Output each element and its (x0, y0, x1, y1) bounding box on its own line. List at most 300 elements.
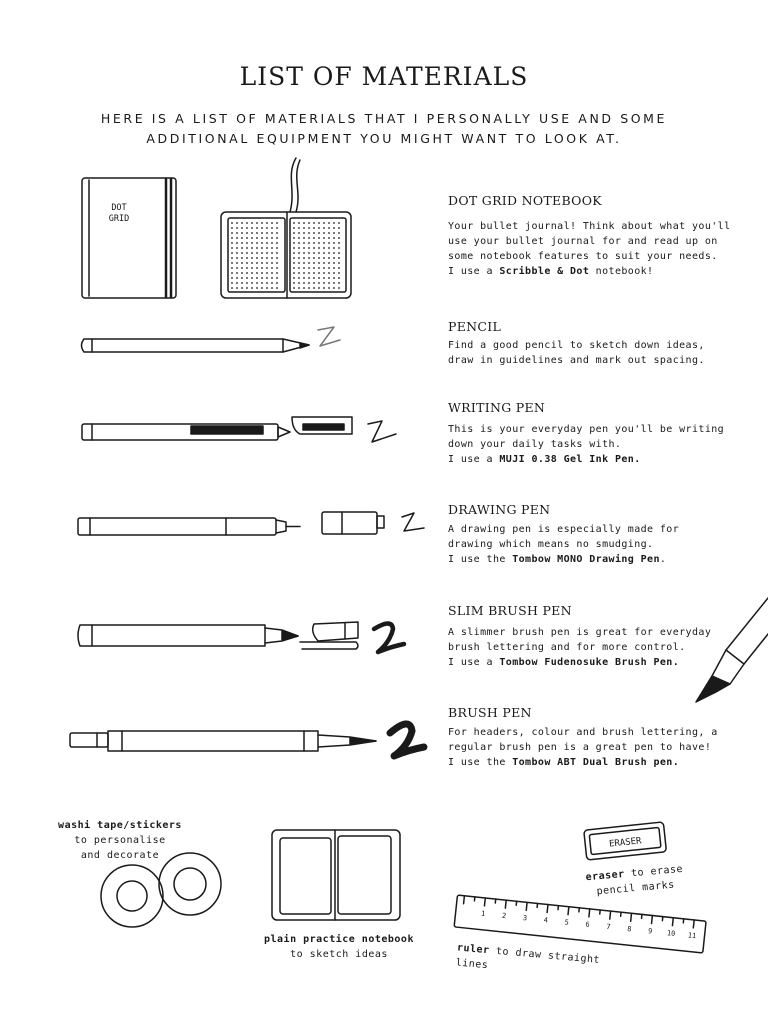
item-description-slim-brush-pen: A slimmer brush pen is great for everyday brush lettering and for more control. I use a Tombow Fudenosuke Brush Pen. (448, 627, 712, 668)
page-title: LIST OF MATERIALS (239, 62, 529, 91)
grid-dot (271, 287, 273, 289)
grid-dot (333, 282, 335, 284)
product-name: Tombow Fudenosuke Brush Pen. (499, 657, 680, 668)
grid-dot (266, 262, 268, 264)
grid-dot (231, 247, 233, 249)
grid-dot (298, 267, 300, 269)
grid-dot (256, 232, 258, 234)
grid-dot (231, 282, 233, 284)
grid-dot (338, 277, 340, 279)
grid-dot (298, 227, 300, 229)
grid-dot (251, 287, 253, 289)
grid-dot (266, 237, 268, 239)
grid-dot (303, 232, 305, 234)
grid-dot (236, 282, 238, 284)
grid-dot (271, 277, 273, 279)
slim-brush-pen-illustration (78, 622, 404, 652)
grid-dot (323, 267, 325, 269)
grid-dot (256, 247, 258, 249)
grid-dot (246, 277, 248, 279)
grid-dot (261, 277, 263, 279)
grid-dot (266, 242, 268, 244)
grid-dot (308, 252, 310, 254)
grid-dot (308, 277, 310, 279)
grid-dot (293, 272, 295, 274)
grid-dot (338, 247, 340, 249)
grid-dot (298, 242, 300, 244)
grid-dot (231, 257, 233, 259)
grid-dot (303, 237, 305, 239)
grid-dot (271, 267, 273, 269)
grid-dot (308, 237, 310, 239)
grid-dot (251, 247, 253, 249)
grid-dot (328, 247, 330, 249)
grid-dot (318, 227, 320, 229)
practice-notebook-caption: plain practice notebook to sketch ideas (264, 934, 414, 960)
grid-dot (333, 247, 335, 249)
grid-dot (323, 237, 325, 239)
grid-dot (276, 267, 278, 269)
pencil-illustration (82, 327, 341, 352)
grid-dot (276, 227, 278, 229)
grid-dot (241, 272, 243, 274)
ruler-number: 4 (543, 916, 549, 925)
grid-dot (271, 247, 273, 249)
grid-dot (293, 242, 295, 244)
grid-dot (271, 272, 273, 274)
grid-dot (323, 252, 325, 254)
grid-dot (276, 222, 278, 224)
grid-dot (293, 252, 295, 254)
grid-dot (328, 242, 330, 244)
grid-dot (276, 257, 278, 259)
grid-dot (338, 227, 340, 229)
grid-dot (313, 237, 315, 239)
grid-dot (313, 277, 315, 279)
product-name: Tombow ABT Dual Brush pen. (512, 757, 680, 768)
grid-dot (338, 282, 340, 284)
grid-dot (271, 222, 273, 224)
grid-dot (236, 237, 238, 239)
grid-dot (303, 227, 305, 229)
grid-dot (251, 262, 253, 264)
ruler-tick (484, 898, 485, 906)
grid-dot (293, 287, 295, 289)
grid-dot (333, 232, 335, 234)
ruler-tick (652, 916, 653, 924)
grid-dot (308, 247, 310, 249)
grid-dot (256, 287, 258, 289)
grid-dot (333, 267, 335, 269)
drawing-pen-illustration (78, 512, 424, 535)
grid-dot (323, 222, 325, 224)
grid-dot (231, 272, 233, 274)
grid-dot (246, 227, 248, 229)
grid-dot (333, 242, 335, 244)
grid-dot (251, 227, 253, 229)
grid-dot (271, 282, 273, 284)
grid-dot (313, 227, 315, 229)
grid-dot (261, 252, 263, 254)
grid-dot (246, 237, 248, 239)
grid-dot (251, 272, 253, 274)
grid-dot (256, 222, 258, 224)
grid-dot (308, 242, 310, 244)
grid-dot (231, 277, 233, 279)
grid-dot (313, 242, 315, 244)
ruler-number: 5 (564, 918, 570, 927)
grid-dot (241, 222, 243, 224)
grid-dot (293, 247, 295, 249)
grid-dot (266, 267, 268, 269)
grid-dot (303, 252, 305, 254)
washi-tape-caption: washi tape/stickers to personalise and decorate (58, 820, 182, 861)
grid-dot (303, 282, 305, 284)
grid-dot (241, 277, 243, 279)
grid-dot (323, 257, 325, 259)
grid-dot (276, 262, 278, 264)
grid-dot (298, 262, 300, 264)
grid-dot (251, 242, 253, 244)
grid-dot (266, 272, 268, 274)
grid-dot (303, 222, 305, 224)
grid-dot (318, 267, 320, 269)
grid-dot (308, 272, 310, 274)
grid-dot (318, 252, 320, 254)
grid-dot (318, 232, 320, 234)
grid-dot (298, 257, 300, 259)
grid-dot (328, 232, 330, 234)
grid-dot (246, 282, 248, 284)
grid-dot (333, 257, 335, 259)
page-subtitle: HERE IS A LIST OF MATERIALS THAT I PERSONALLY USE AND SOME ADDITIONAL EQUIPMENT YOU MIGHT WANT TO LOOK AT. (100, 111, 668, 146)
grid-dot (251, 277, 253, 279)
grid-dot (271, 262, 273, 264)
grid-dot (241, 252, 243, 254)
grid-dot (318, 257, 320, 259)
grid-dot (261, 272, 263, 274)
grid-dot (328, 267, 330, 269)
grid-dot (303, 287, 305, 289)
grid-dot (328, 252, 330, 254)
grid-dot (251, 232, 253, 234)
grid-dot (333, 277, 335, 279)
grid-dot (308, 282, 310, 284)
grid-dot (323, 277, 325, 279)
grid-dot (323, 272, 325, 274)
eraser-caption: eraser to erase pencil marks (585, 863, 684, 898)
grid-dot (318, 272, 320, 274)
eraser-label: ERASER (608, 836, 643, 850)
grid-dot (236, 262, 238, 264)
item-heading-dot-grid-notebook: DOT GRID NOTEBOOK (448, 193, 602, 208)
grid-dot (231, 287, 233, 289)
grid-dot (303, 262, 305, 264)
grid-dot (333, 272, 335, 274)
grid-dot (231, 267, 233, 269)
grid-dot (338, 287, 340, 289)
grid-dot (328, 262, 330, 264)
grid-dot (241, 282, 243, 284)
grid-dot (256, 272, 258, 274)
ruler-number: 1 (480, 909, 486, 919)
grid-dot (313, 282, 315, 284)
grid-dot (256, 277, 258, 279)
grid-dot (241, 287, 243, 289)
grid-dot (256, 267, 258, 269)
grid-dot (323, 232, 325, 234)
grid-dot (338, 267, 340, 269)
grid-dot (256, 242, 258, 244)
item-description-writing-pen: This is your everyday pen you'll be writing down your daily tasks with. I use a MUJI 0.38 Gel Ink Pen. (448, 424, 725, 465)
grid-dot (266, 247, 268, 249)
grid-dot (276, 277, 278, 279)
item-heading-brush-pen: BRUSH PEN (448, 705, 532, 720)
grid-dot (231, 237, 233, 239)
grid-dot (276, 237, 278, 239)
grid-dot (318, 287, 320, 289)
grid-dot (231, 242, 233, 244)
dot-grid-notebook-open-illustration (221, 158, 351, 298)
grid-dot (241, 267, 243, 269)
grid-dot (298, 277, 300, 279)
ruler-tick (526, 902, 527, 910)
ruler-tick (672, 918, 673, 926)
product-name: Tombow MONO Drawing Pen (512, 554, 660, 565)
eraser-illustration (584, 822, 667, 860)
notebook-cover-text-line2: GRID (108, 214, 130, 224)
grid-dot (266, 222, 268, 224)
grid-dot (313, 247, 315, 249)
product-name: MUJI 0.38 Gel Ink Pen. (499, 454, 641, 465)
grid-dot (256, 262, 258, 264)
grid-dot (318, 277, 320, 279)
grid-dot (313, 232, 315, 234)
grid-dot (323, 282, 325, 284)
grid-dot (318, 282, 320, 284)
grid-dot (236, 272, 238, 274)
grid-dot (333, 227, 335, 229)
grid-dot (271, 242, 273, 244)
grid-dot (298, 222, 300, 224)
grid-dot (293, 267, 295, 269)
product-name: Scribble & Dot (499, 266, 590, 277)
grid-dot (298, 247, 300, 249)
grid-dot (241, 227, 243, 229)
grid-dot (303, 257, 305, 259)
grid-dot (318, 247, 320, 249)
grid-dot (236, 267, 238, 269)
grid-dot (303, 277, 305, 279)
grid-dot (298, 237, 300, 239)
grid-dot (241, 232, 243, 234)
grid-dot (323, 287, 325, 289)
grid-dot (236, 222, 238, 224)
grid-dot (328, 257, 330, 259)
grid-dot (293, 232, 295, 234)
grid-dot (313, 252, 315, 254)
grid-dot (318, 262, 320, 264)
grid-dot (276, 287, 278, 289)
grid-dot (246, 252, 248, 254)
grid-dot (308, 222, 310, 224)
grid-dot (256, 227, 258, 229)
ruler-tick (589, 909, 590, 917)
grid-dot (308, 227, 310, 229)
grid-dot (261, 222, 263, 224)
grid-dot (261, 237, 263, 239)
grid-dot (318, 237, 320, 239)
grid-dot (313, 272, 315, 274)
ruler-tick (505, 900, 506, 908)
item-heading-writing-pen: WRITING PEN (448, 400, 546, 415)
grid-dot (261, 267, 263, 269)
grid-dot (256, 282, 258, 284)
grid-dot (256, 257, 258, 259)
grid-dot (246, 287, 248, 289)
ruler-tick (568, 907, 569, 915)
grid-dot (308, 257, 310, 259)
grid-dot (271, 232, 273, 234)
grid-dot (231, 222, 233, 224)
grid-dot (313, 257, 315, 259)
grid-dot (276, 247, 278, 249)
grid-dot (271, 257, 273, 259)
grid-dot (271, 227, 273, 229)
grid-dot (303, 272, 305, 274)
grid-dot (246, 242, 248, 244)
grid-dot (231, 262, 233, 264)
writing-pen-illustration (82, 417, 396, 442)
grid-dot (308, 232, 310, 234)
grid-dot (231, 227, 233, 229)
grid-dot (261, 227, 263, 229)
grid-dot (298, 287, 300, 289)
grid-dot (333, 262, 335, 264)
ruler-tick (547, 905, 548, 913)
grid-dot (308, 287, 310, 289)
grid-dot (271, 237, 273, 239)
grid-dot (276, 232, 278, 234)
ruler-number: 3 (522, 914, 528, 923)
grid-dot (323, 242, 325, 244)
grid-dot (266, 252, 268, 254)
ruler-number: 8 (626, 924, 632, 934)
grid-dot (246, 257, 248, 259)
grid-dot (298, 282, 300, 284)
grid-dot (266, 277, 268, 279)
grid-dot (241, 262, 243, 264)
grid-dot (266, 287, 268, 289)
grid-dot (276, 242, 278, 244)
item-description-dot-grid-notebook: Your bullet journal! Think about what you'll use your bullet journal for and read up on some notebook features to suit your needs. I use a Scribble & Dot notebook! (448, 221, 731, 277)
item-heading-slim-brush-pen: SLIM BRUSH PEN (448, 603, 572, 618)
grid-dot (328, 272, 330, 274)
grid-dot (231, 252, 233, 254)
grid-dot (241, 247, 243, 249)
ruler-number: 11 (687, 931, 697, 941)
grid-dot (236, 287, 238, 289)
item-heading-drawing-pen: DRAWING PEN (448, 502, 551, 517)
grid-dot (251, 237, 253, 239)
grid-dot (338, 222, 340, 224)
grid-dot (261, 262, 263, 264)
grid-dot (328, 222, 330, 224)
grid-dot (338, 242, 340, 244)
grid-dot (266, 227, 268, 229)
grid-dot (276, 282, 278, 284)
item-heading-pencil: PENCIL (448, 319, 502, 334)
grid-dot (246, 247, 248, 249)
grid-dot (318, 242, 320, 244)
grid-dot (298, 252, 300, 254)
grid-dot (236, 242, 238, 244)
grid-dot (328, 277, 330, 279)
grid-dot (313, 262, 315, 264)
grid-dot (303, 247, 305, 249)
brush-pen-illustration (70, 724, 424, 756)
grid-dot (318, 222, 320, 224)
practice-notebook-illustration (272, 830, 400, 920)
grid-dot (251, 257, 253, 259)
grid-dot (303, 267, 305, 269)
grid-dot (276, 272, 278, 274)
grid-dot (293, 262, 295, 264)
ruler-tick (464, 896, 465, 904)
grid-dot (293, 237, 295, 239)
grid-dot (338, 252, 340, 254)
grid-dot (266, 282, 268, 284)
grid-dot (251, 267, 253, 269)
grid-dot (266, 232, 268, 234)
grid-dot (293, 257, 295, 259)
grid-dot (338, 262, 340, 264)
grid-dot (251, 252, 253, 254)
grid-dot (313, 267, 315, 269)
dot-grid-notebook-closed-illustration (82, 178, 176, 298)
grid-dot (323, 247, 325, 249)
item-description-pencil: Find a good pencil to sketch down ideas, draw in guidelines and mark out spacing. (448, 340, 705, 366)
grid-dot (276, 252, 278, 254)
grid-dot (236, 227, 238, 229)
grid-dot (328, 282, 330, 284)
grid-dot (328, 287, 330, 289)
ruler-number: 10 (666, 929, 676, 938)
item-description-brush-pen: For headers, colour and brush lettering, a regular brush pen is a great pen to have! I use the Tombow ABT Dual Brush pen. (448, 727, 718, 768)
ruler-tick (693, 920, 694, 928)
grid-dot (261, 232, 263, 234)
notebook-cover-text-line1: DOT (111, 203, 127, 213)
grid-dot (261, 242, 263, 244)
ruler-tick (610, 911, 611, 919)
ruler-number: 6 (585, 920, 591, 929)
grid-dot (236, 252, 238, 254)
grid-dot (298, 272, 300, 274)
grid-dot (328, 237, 330, 239)
grid-dot (323, 262, 325, 264)
grid-dot (313, 287, 315, 289)
grid-dot (308, 262, 310, 264)
grid-dot (271, 252, 273, 254)
grid-dot (333, 287, 335, 289)
ruler-tick (631, 913, 632, 921)
grid-dot (328, 227, 330, 229)
grid-dot (333, 222, 335, 224)
grid-dot (251, 282, 253, 284)
washi-tape-illustration (101, 853, 221, 927)
grid-dot (261, 247, 263, 249)
grid-dot (246, 272, 248, 274)
